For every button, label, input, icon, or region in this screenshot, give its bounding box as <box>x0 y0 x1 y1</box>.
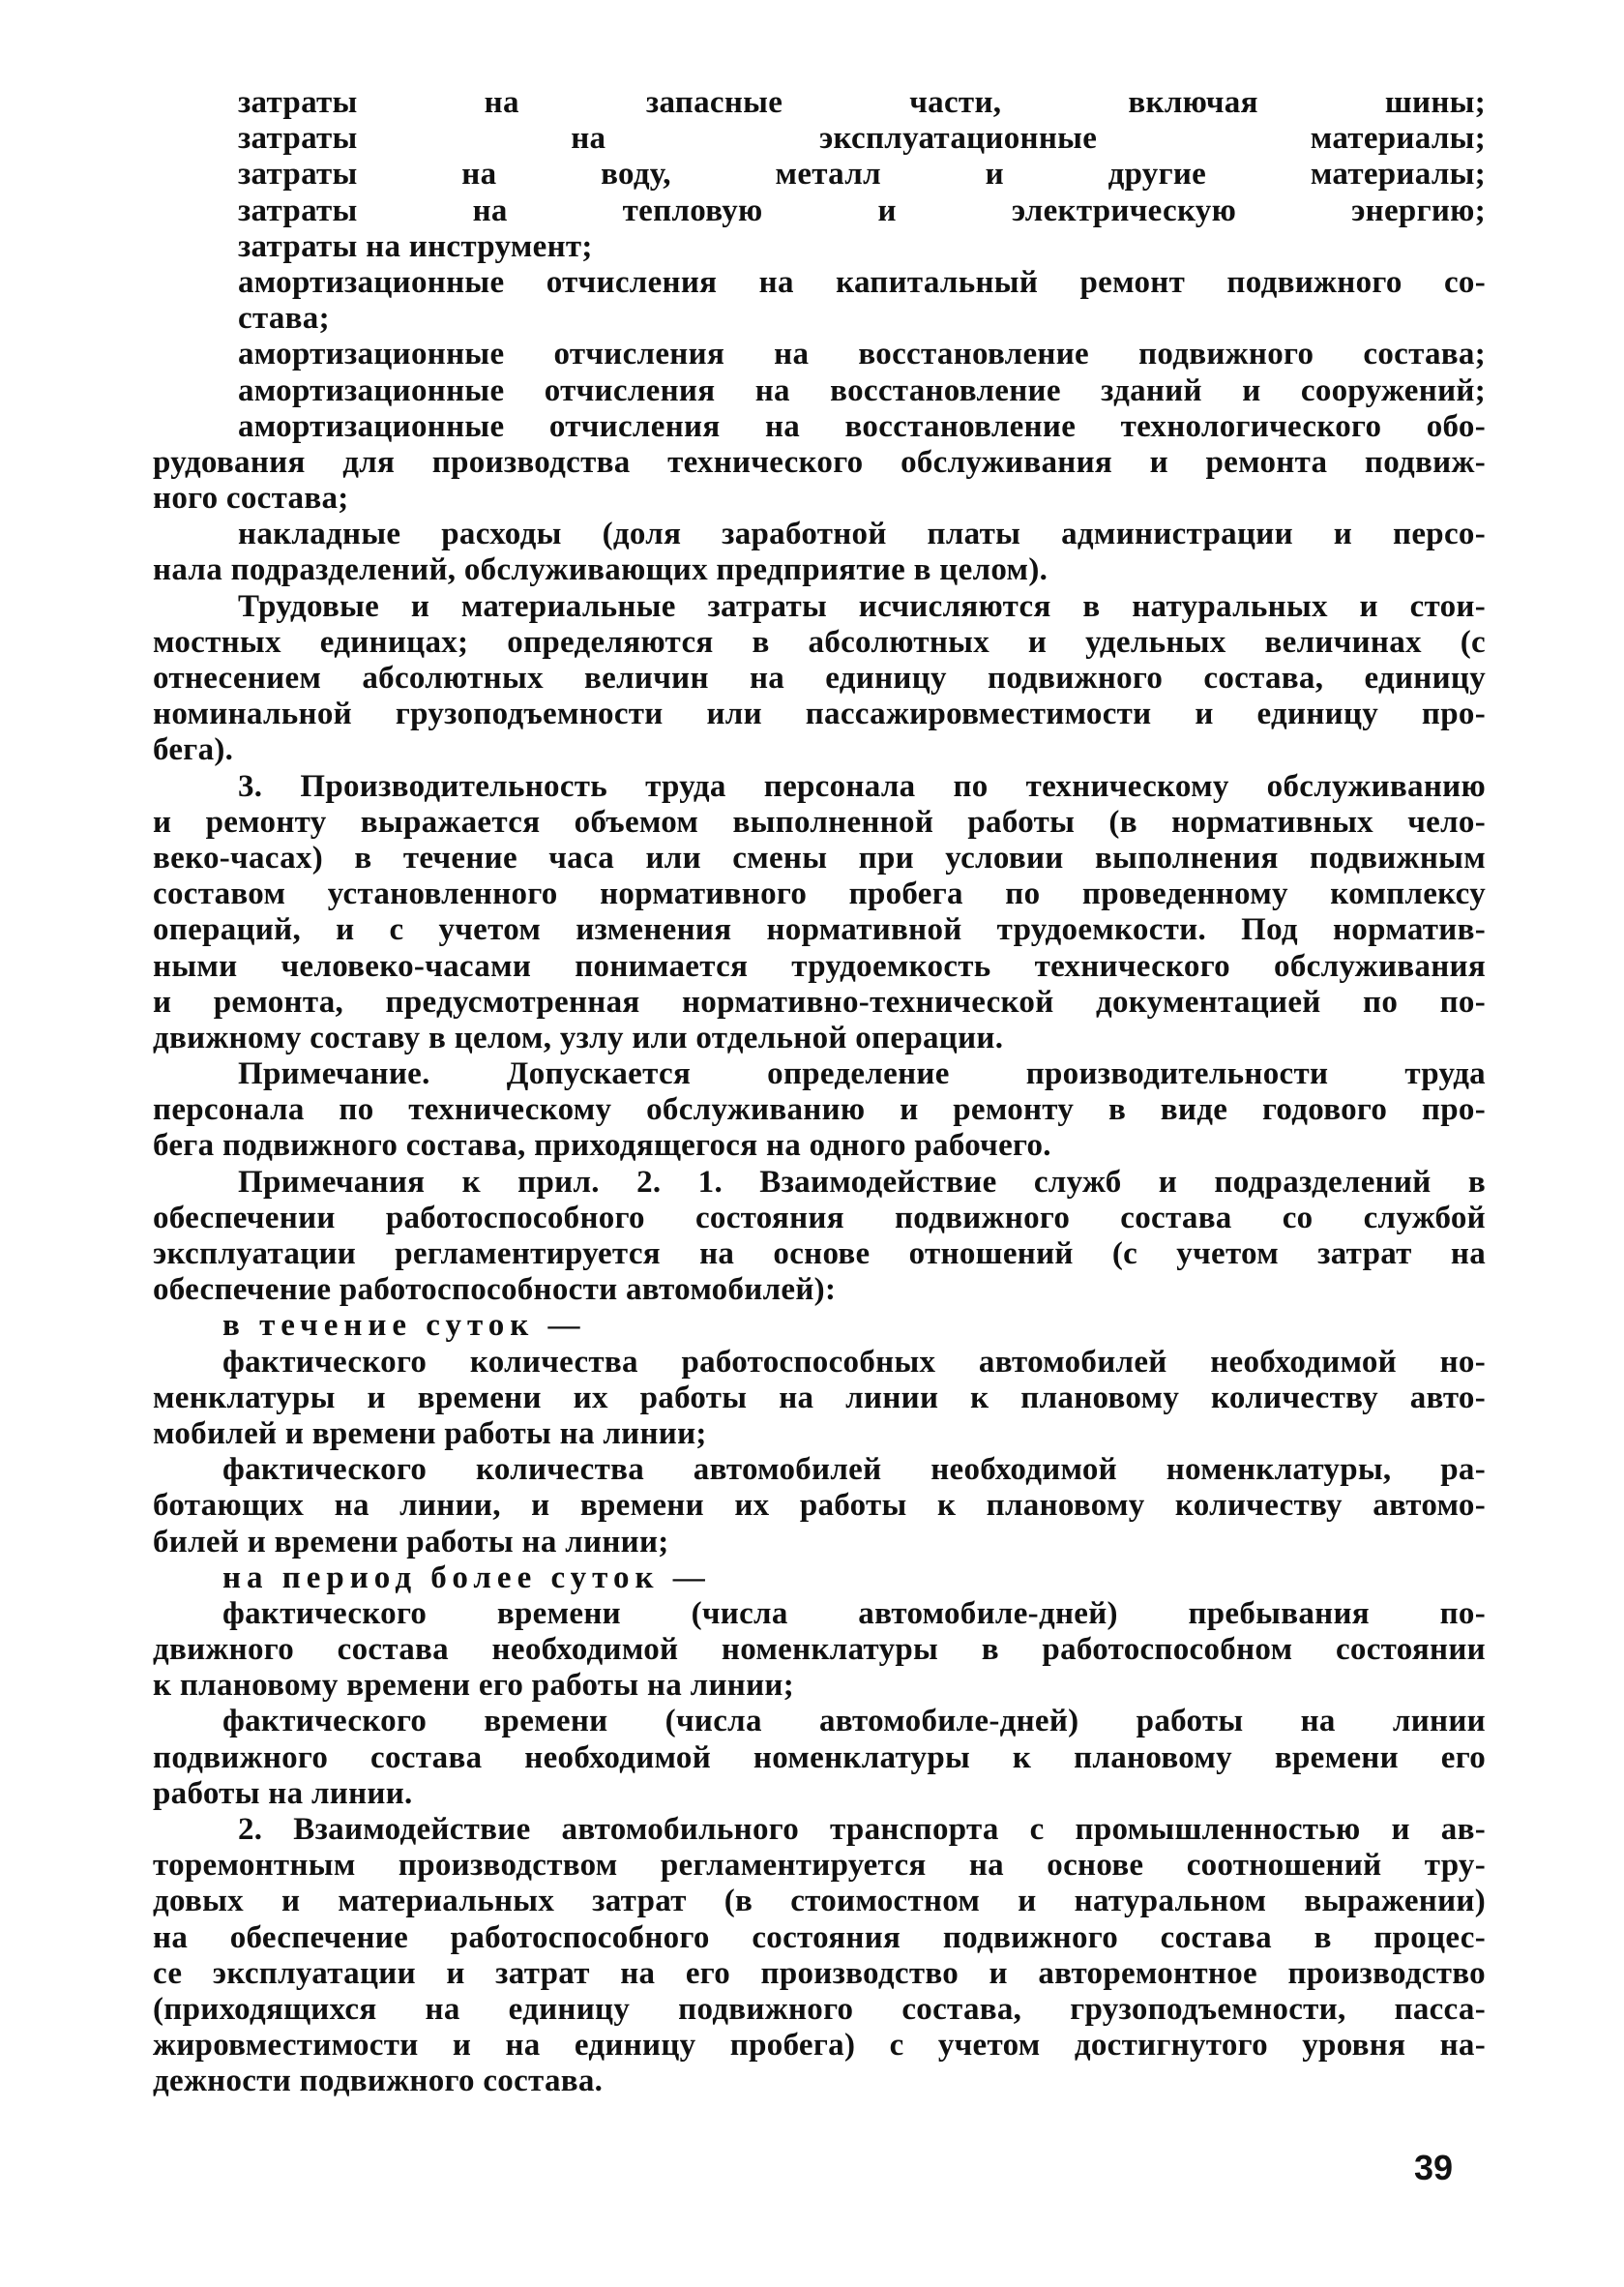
text-line: мостных единицах; определяются в абсолютных и удельных величинах (с <box>153 624 1486 660</box>
text-line: Трудовые и материальные затраты исчисляются в натуральных и стои- <box>238 588 1486 624</box>
text-line: движного состава необходимой номенклатуры в работоспособном состоянии <box>153 1632 1486 1668</box>
text-line: фактического времени (числа автомобиле-дней) работы на линии <box>222 1704 1486 1739</box>
text-line: веко-часах) в течение часа или смены при условии выполнения подвижным <box>153 840 1486 876</box>
text-line: амортизационные отчисления на восстановление подвижного состава; <box>238 337 1486 372</box>
text-line: составом установленного нормативного пробега по проведенному комплексу <box>153 876 1486 912</box>
text-line: Примечания к прил. 2. 1. Взаимодействие служб и подразделений в <box>238 1164 1486 1200</box>
text-line: работы на линии. <box>153 1775 413 1811</box>
text-line: на период более суток — <box>222 1559 711 1595</box>
text-line: номинальной грузоподъемности или пассажировместимости и единицу про- <box>153 697 1486 732</box>
text-line: в течение суток — <box>222 1308 586 1344</box>
text-line: отнесением абсолютных величин на единицу подвижного состава, единицу <box>153 661 1486 696</box>
text-line: менклатуры и времени их работы на линии к плановому количеству авто- <box>153 1380 1486 1415</box>
text-line: довых и материальных затрат (в стоимостном и натуральном выражении) <box>153 1884 1486 1919</box>
text-line: амортизационные отчисления на восстановление технологического обо- <box>238 408 1486 444</box>
text-line: торемонтным производством регламентируется на основе соотношений тру- <box>153 1848 1486 1884</box>
page-number: 39 <box>1414 2148 1454 2187</box>
text-line: фактического времени (числа автомобиле-дней) пребывания по- <box>222 1595 1486 1631</box>
text-line: фактического количества автомобилей необходимой номенклатуры, ра- <box>222 1452 1486 1488</box>
text-line: дежности подвижного состава. <box>153 2064 604 2099</box>
text-line: затраты на воду, металл и другие материалы; <box>238 157 1486 193</box>
text-line: мобилей и времени работы на линии; <box>153 1415 707 1451</box>
text-line: става; <box>238 301 330 337</box>
text-line: Примечание. Допускается определение производительности труда <box>238 1056 1486 1092</box>
text-line: затраты на эксплуатационные материалы; <box>238 121 1486 157</box>
text-line: (приходящихся на единицу подвижного состава, грузоподъемности, пасса- <box>153 1991 1486 2027</box>
text-line: амортизационные отчисления на восстановление зданий и сооружений; <box>238 372 1486 408</box>
text-line: к плановому времени его работы на линии; <box>153 1668 794 1704</box>
text-line: персонала по техническому обслуживанию и ремонту в виде годового про- <box>153 1092 1486 1128</box>
text-line: накладные расходы (доля заработной платы администрации и персо- <box>238 517 1486 552</box>
text-line: операций, и с учетом изменения нормативной трудоемкости. Под норматив- <box>153 912 1486 948</box>
text-line: жировместимости и на единицу пробега) с учетом достигнутого уровня на- <box>153 2028 1486 2064</box>
text-line: фактического количества работоспособных автомобилей необходимой но- <box>222 1344 1486 1380</box>
text-line: обеспечение работоспособности автомобилей): <box>153 1272 837 1308</box>
document-body <box>153 85 1486 2100</box>
text-line: подвижного состава необходимой номенклатуры к плановому времени его <box>153 1739 1486 1775</box>
text-line: затраты на инструмент; <box>238 228 593 264</box>
text-line: рудования для производства технического обслуживания и ремонта подвиж- <box>153 444 1486 480</box>
text-line: затраты на запасные части, включая шины; <box>238 85 1486 120</box>
text-line: ными человеко-часами понимается трудоемкость технического обслуживания <box>153 948 1486 984</box>
text-line: и ремонту выражается объемом выполненной работы (в нормативных чело- <box>153 804 1486 840</box>
text-line: на обеспечение работоспособного состояния подвижного состава в процес- <box>153 1919 1486 1955</box>
text-line: затраты на тепловую и электрическую энергию; <box>238 193 1486 228</box>
text-line: 2. Взаимодействие автомобильного транспорта с промышленностью и ав- <box>238 1812 1486 1847</box>
text-line: нала подразделений, обслуживающих предприятие в целом). <box>153 552 1048 588</box>
text-line: ного состава; <box>153 481 349 517</box>
text-line: 3. Производительность труда персонала по техническому обслуживанию <box>238 768 1486 804</box>
text-line: бега подвижного состава, приходящегося на одного рабочего. <box>153 1128 1051 1164</box>
text-line: ботающих на линии, и времени их работы к плановому количеству автомо- <box>153 1488 1486 1524</box>
text-line: и ремонта, предусмотренная нормативно-технической документацией по по- <box>153 984 1486 1020</box>
text-line: движному составу в целом, узлу или отдельной операции. <box>153 1020 1004 1055</box>
text-line: се эксплуатации и затрат на его производство и авторемонтное производство <box>153 1955 1486 1991</box>
text-line: билей и времени работы на линии; <box>153 1524 669 1559</box>
text-line: амортизационные отчисления на капитальный ремонт подвижного со- <box>238 264 1486 300</box>
text-line: эксплуатации регламентируется на основе отношений (с учетом затрат на <box>153 1236 1486 1271</box>
text-line: бега). <box>153 732 234 768</box>
text-line: обеспечении работоспособного состояния подвижного состава со службой <box>153 1200 1486 1235</box>
